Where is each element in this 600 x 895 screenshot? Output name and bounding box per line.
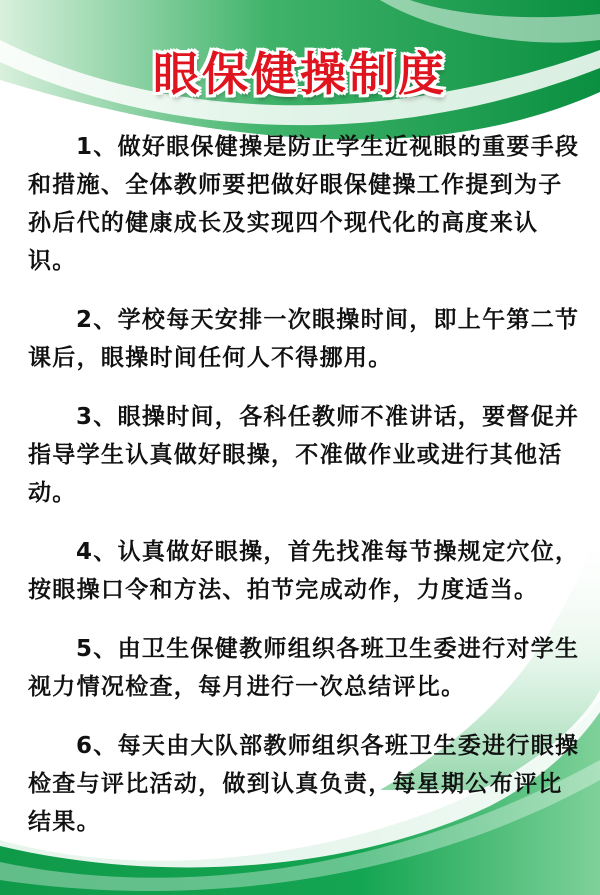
rule-item: 1、做好眼保健操是防止学生近视眼的重要手段和措施、全体教师要把做好眼保健操工作提到为子孙后代的健康成长及实现四个现代化的高度来认识。 bbox=[28, 134, 580, 274]
rule-item: 3、眼操时间，各科任教师不准讲话，要督促并指导学生认真做好眼操，不准做作业或进行其他活动。 bbox=[28, 404, 580, 506]
rules-list bbox=[28, 128, 580, 862]
rule-item: 5、由卫生保健教师组织各班卫生委进行对学生视力情况检查，每月进行一次总结评比。 bbox=[28, 636, 580, 700]
rule-item: 2、学校每天安排一次眼操时间，即上午第二节课后，眼操时间任何人不得挪用。 bbox=[28, 307, 580, 371]
rule-item: 4、认真做好眼操，首先找准每节操规定穴位，按眼操口令和方法、拍节完成动作，力度适当。 bbox=[28, 539, 580, 603]
rule-item: 6、每天由大队部教师组织各班卫生委进行眼操检查与评比活动，做到认真负责，每星期公布评比结果。 bbox=[28, 733, 580, 835]
page-title: 眼保健操制度 bbox=[153, 47, 447, 101]
